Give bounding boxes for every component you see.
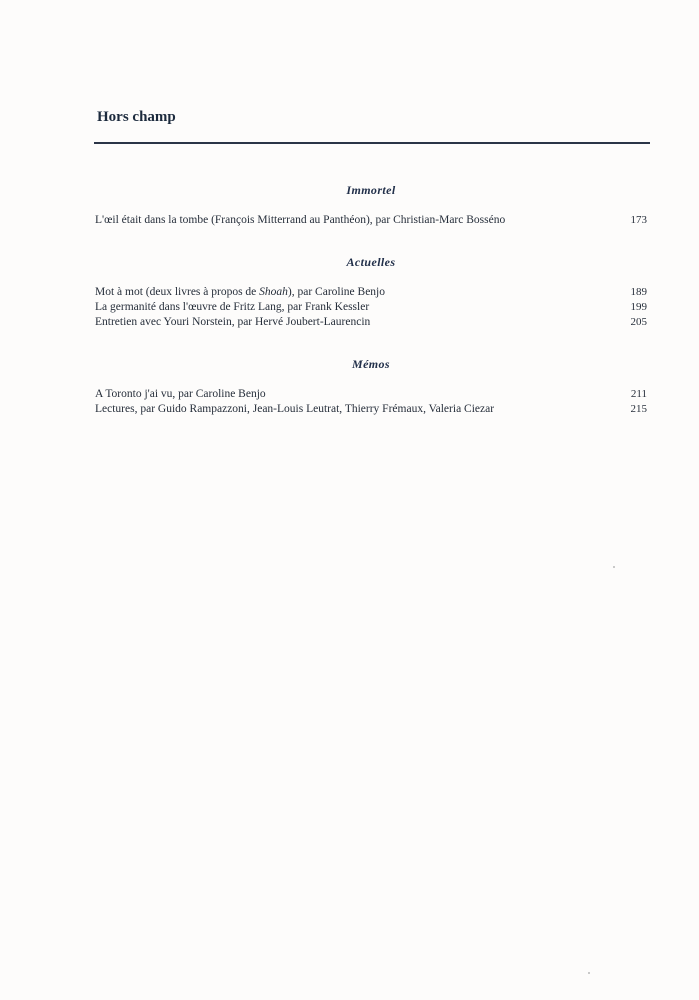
toc-entry[interactable] [95, 387, 647, 402]
section-heading: Mémos [352, 357, 390, 371]
entry-page-number: 215 [630, 403, 647, 415]
section-actuelles [95, 255, 647, 330]
section-heading: Actuelles [346, 255, 396, 269]
paper-speck [613, 566, 615, 568]
toc-entry[interactable] [95, 285, 647, 300]
section-immortel [95, 183, 647, 228]
entry-page-number: 211 [630, 388, 647, 400]
entry-title [95, 285, 385, 300]
entry-page-number: 199 [630, 301, 647, 313]
paper-speck [588, 972, 590, 974]
entry-page-number: 173 [630, 214, 647, 226]
entry-title-part: ), par Caroline Benjo [287, 286, 386, 298]
entry-page-number: 189 [630, 286, 647, 298]
toc-entry[interactable] [95, 300, 647, 315]
section-heading: Immortel [346, 183, 396, 197]
entry-title-italic: Shoah [259, 286, 288, 298]
toc-entry[interactable] [95, 315, 647, 330]
title-divider [94, 142, 650, 144]
entry-title-part: Mot à mot (deux livres à propos de [95, 286, 260, 298]
entry-page-number: 205 [630, 316, 647, 328]
entry-title: L'œil était dans la tombe (François Mitterrand au Panthéon), par Christian-Marc Bosséno [95, 214, 506, 226]
entry-title: Lectures, par Guido Rampazzoni, Jean-Louis Leutrat, Thierry Frémaux, Valeria Ciezar [95, 403, 495, 415]
entry-title: A Toronto j'ai vu, par Caroline Benjo [95, 388, 266, 400]
entry-title: Entretien avec Youri Norstein, par Hervé Joubert-Laurencin [95, 316, 371, 328]
toc-entry[interactable] [95, 213, 647, 228]
entry-title: La germanité dans l'œuvre de Fritz Lang, par Frank Kessler [95, 301, 370, 313]
section-memos [95, 357, 647, 417]
toc-entry[interactable] [95, 402, 647, 417]
page-title: Hors champ [97, 109, 176, 125]
